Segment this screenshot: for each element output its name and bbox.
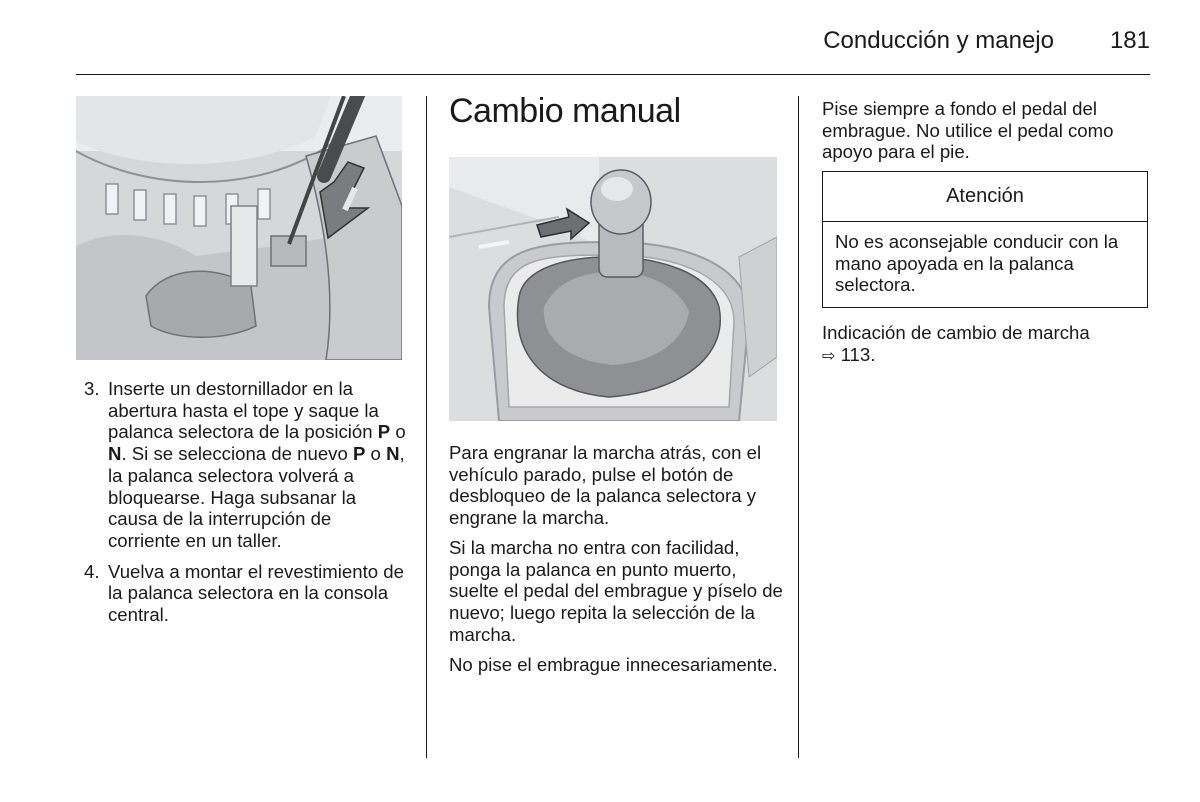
paragraph: No pise el embrague innecesariamente. — [449, 654, 778, 675]
paragraph: Para engranar la marcha atrás, con el vehículo parado, pulse el botón de desbloqueo de la palanca selectora y engrane la marcha. — [449, 442, 762, 529]
step-text-part: o — [365, 443, 387, 465]
gear-shift-lever-illustration — [449, 157, 777, 421]
reference-page: 113. — [840, 343, 876, 365]
position-n: N — [386, 443, 400, 465]
attention-box — [822, 171, 1148, 308]
paragraph: Pise siempre a fondo el pedal del embrague. No utilice el pedal como apoyo para el pie. — [822, 98, 1114, 163]
section-title: Cambio manual — [449, 92, 681, 130]
step-number: 4. — [84, 560, 100, 582]
page-number: 181 — [1109, 27, 1150, 54]
screwdriver-selector-lever-illustration — [76, 96, 402, 360]
step-text-part: Inserte un destornillador en la abertura hasta el tope y saque la palanca selectora de la posición — [108, 378, 379, 443]
position-n: N — [108, 443, 122, 465]
step-text: Vuelva a montar el revestimiento de la palanca selectora en la consola central. — [108, 560, 404, 626]
position-p: P — [352, 443, 366, 465]
attention-heading: Atención — [823, 172, 1147, 222]
step-text-part: o — [390, 421, 406, 443]
header-title: Conducción y manejo — [823, 27, 1054, 54]
page-reference-arrow-icon: ⇨ — [822, 347, 836, 365]
list-item — [84, 378, 406, 552]
step-number: 3. — [84, 378, 100, 399]
column-divider-right — [798, 96, 799, 758]
step-text-part: , la palanca selectora volverá a bloquearse. Haga subsanar la causa de la interrupción de corriente en un taller. — [108, 443, 405, 551]
header-rule — [76, 74, 1150, 75]
instruction-steps — [84, 378, 406, 635]
paragraph: Si la marcha no entra con facilidad, ponga la palanca en punto muerto, suelte el pedal del embrague y píselo de nuevo; luego repita la selección de la marcha. — [449, 537, 783, 645]
column-divider-left — [426, 96, 427, 758]
step-text-part: . Si se selecciona de nuevo — [121, 443, 353, 465]
cross-reference — [822, 322, 1158, 367]
list-item — [84, 561, 406, 626]
position-p: P — [377, 421, 391, 443]
reference-text: Indicación de cambio de marcha — [822, 322, 1090, 343]
attention-body: No es aconsejable conducir con la mano apoyada en la palanca selectora. — [835, 231, 1119, 296]
